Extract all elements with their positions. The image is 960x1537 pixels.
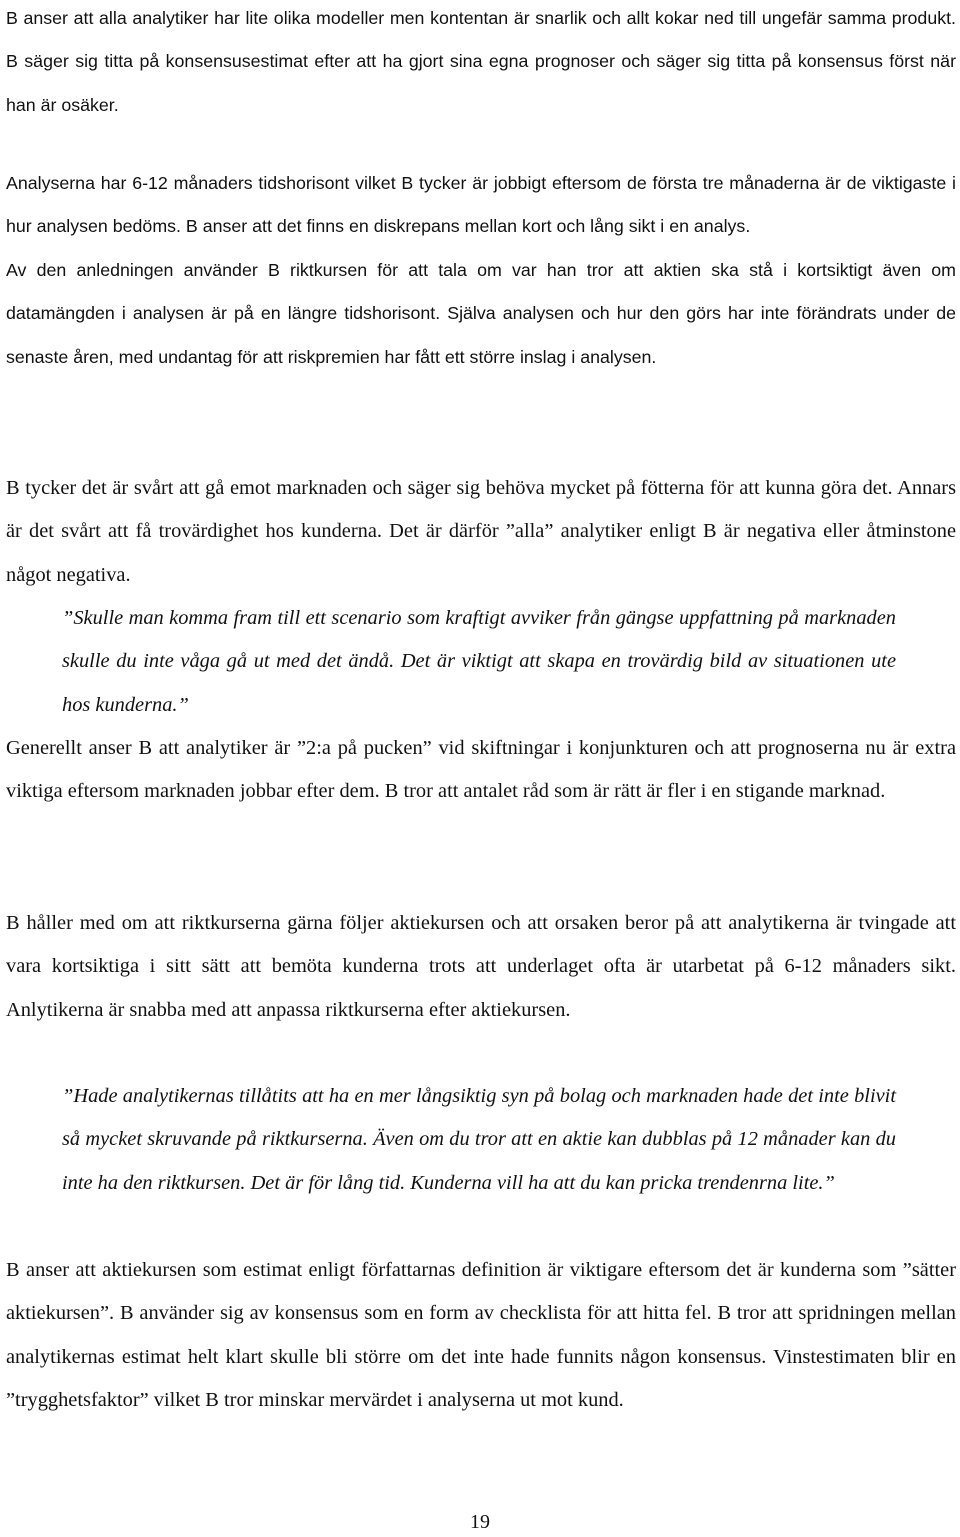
paragraph-4: B tycker det är svårt att gå emot marknaden och säger sig behöva mycket på fötterna för att kunna göra det. Annars är det svårt att få trovärdighet hos kunderna. Det är därför ”alla” analytiker enligt B är negativa eller åtminstone något negativa.: [6, 477, 956, 586]
paragraph-1: B anser att alla analytiker har lite olika modeller men kontentan är snarlik och allt kokar ned till ungefär samma produkt. B säger sig titta på konsensusestimat efter att ha gjort sina egna prognoser och säger sig titta på konsensus först när han är osäker.: [6, 8, 956, 115]
paragraph-2: Analyserna har 6-12 månaders tidshorisont vilket B tycker är jobbigt eftersom de första tre månaderna är de viktigaste i hur analysen bedöms. B anser att det finns en diskrepans mellan kort och lång sikt i en analys.: [6, 173, 956, 237]
page-number: 19: [470, 1511, 490, 1533]
paragraph-5: Generellt anser B att analytiker är ”2:a på pucken” vid skiftningar i konjunkturen och att prognoserna nu är extra viktiga eftersom marknaden jobbar efter dem. B tror att antalet råd som är rätt är fler i en stigande marknad.: [6, 737, 956, 803]
paragraph-6: B håller med om att riktkurserna gärna följer aktiekursen och att orsaken beror på att analytikerna är tvingade att vara kortsiktiga i sitt sätt att bemöta kunderna trots att underlaget ofta är utarbetat på 6-12 månaders sikt. Anlytikerna är snabba med att anpassa riktkurserna efter aktiekursen.: [6, 912, 956, 1021]
quote-1: ”Skulle man komma fram till ett scenario som kraftigt avviker från gängse uppfattning på marknaden skulle du inte våga gå ut med det ändå. Det är viktigt att skapa en trovärdig bild av situationen ute hos kunderna.”: [62, 607, 896, 716]
paragraph-3: Av den anledningen använder B riktkursen för att tala om var han tror att aktien ska stå i kortsiktigt även om datamängden i analysen är på en längre tidshorisont. Själva analysen och hur den görs har inte förändrats under de senaste åren, med undantag för att riskpremien har fått ett större inslag i analysen.: [6, 260, 956, 367]
quote-2: ”Hade analytikernas tillåtits att ha en mer långsiktig syn på bolag och marknaden hade det inte blivit så mycket skruvande på riktkurserna. Även om du tror att en aktie kan dubblas på 12 månader kan du inte ha den riktkursen. Det är för lång tid. Kunderna vill ha att du kan pricka trendenrna lite.”: [62, 1085, 896, 1194]
document-page: [6, 0, 956, 1537]
paragraph-7: B anser att aktiekursen som estimat enligt författarnas definition är viktigare eftersom det är kunderna som ”sätter aktiekursen”. B använder sig av konsensus som en form av checklista för att hitta fel. B tror att spridningen mellan analytikernas estimat helt klart skulle bli större om det inte hade funnits någon konsensus. Vinstestimaten blir en ”trygghetsfaktor” vilket B tror minskar mervärdet i analyserna ut mot kund.: [6, 1259, 956, 1412]
